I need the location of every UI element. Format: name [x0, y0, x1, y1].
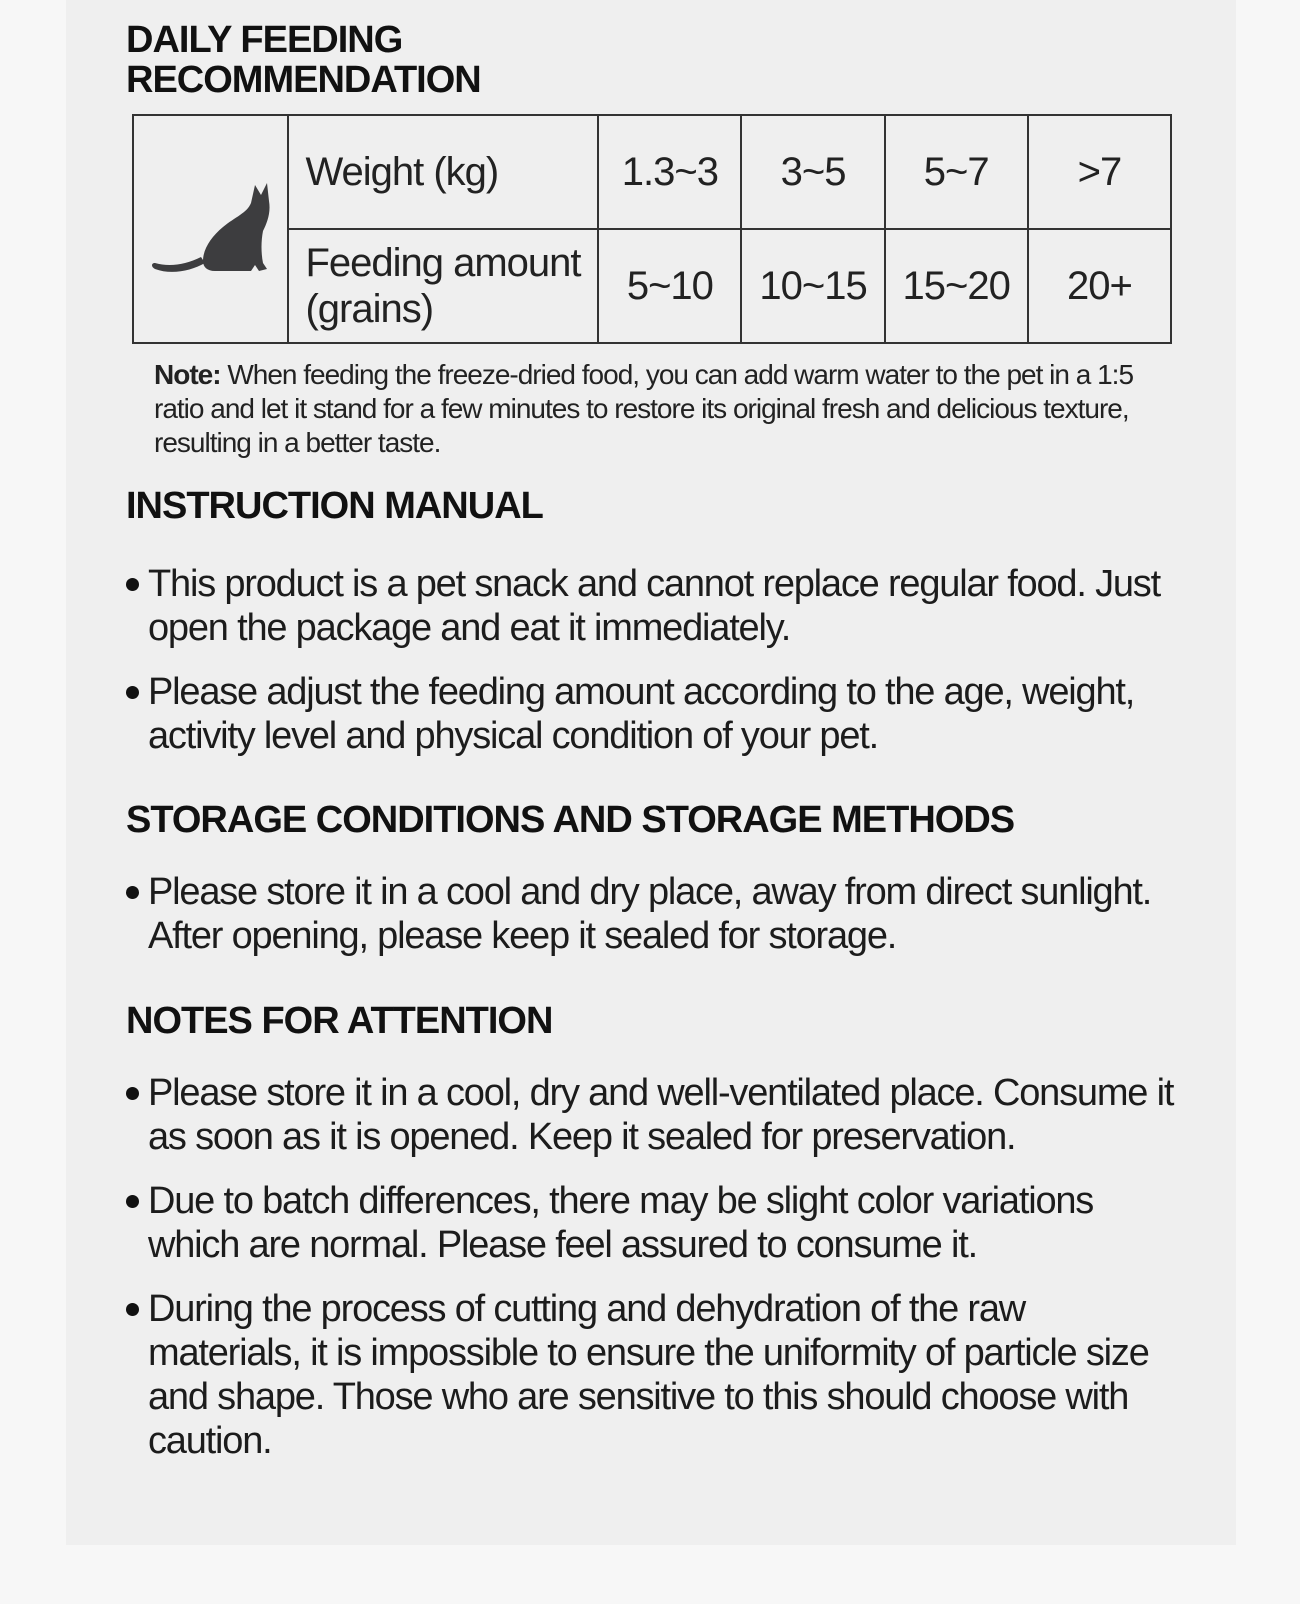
feeding-title-line2: RECOMMENDATION [126, 59, 481, 101]
storage-title: STORAGE CONDITIONS AND STORAGE METHODS [126, 799, 1015, 841]
amount-value: 10~15 [741, 229, 884, 343]
storage-section [126, 800, 1186, 978]
note-prefix: Note: [154, 359, 221, 390]
list-item: This product is a pet snack and cannot replace regular food. Just open the package and eat it immediately. [126, 562, 1186, 650]
list-item: Please adjust the feeding amount according to the age, weight, activity level and physical condition of your pet. [126, 670, 1186, 758]
cat-cell [133, 115, 288, 343]
feeding-title-line1: DAILY FEEDING [126, 19, 403, 61]
list-item: Please store it in a cool and dry place, away from direct sunlight. After opening, please keep it sealed for storage. [126, 870, 1186, 958]
cat-silhouette-icon [151, 179, 271, 279]
note-text: When feeding the freeze-dried food, you can add warm water to the pet in a 1:5 ratio and let it stand for a few minutes to restore its original fresh and delicious texture, resulting in a better taste. [154, 359, 1134, 458]
instruction-list [126, 562, 1186, 758]
list-item: Due to batch differences, there may be slight color variations which are normal. Please feel assured to consume it. [126, 1179, 1186, 1267]
weight-value: 3~5 [741, 115, 884, 229]
attention-section [126, 1001, 1186, 1483]
weight-value: 1.3~3 [598, 115, 741, 229]
content-panel [66, 0, 1236, 1545]
amount-label [288, 229, 598, 343]
list-item: During the process of cutting and dehydration of the raw materials, it is impossible to ensure the uniformity of particle size and shape. Those who are sensitive to this should choose with caution. [126, 1287, 1186, 1463]
weight-value: >7 [1028, 115, 1171, 229]
weight-row [133, 115, 1171, 229]
storage-list [126, 870, 1186, 958]
amount-label-line2: (grains) [305, 287, 434, 331]
amount-row [133, 229, 1171, 343]
feeding-title [126, 20, 726, 100]
instruction-title: INSTRUCTION MANUAL [126, 485, 543, 527]
weight-label: Weight (kg) [288, 115, 598, 229]
amount-value: 15~20 [885, 229, 1028, 343]
weight-value: 5~7 [885, 115, 1028, 229]
attention-title: NOTES FOR ATTENTION [126, 1000, 553, 1042]
feeding-table [132, 114, 1172, 344]
feeding-note [154, 358, 1154, 460]
amount-value: 5~10 [598, 229, 741, 343]
list-item: Please store it in a cool, dry and well-ventilated place. Consume it as soon as it is opened. Keep it sealed for preservation. [126, 1071, 1186, 1159]
amount-value: 20+ [1028, 229, 1171, 343]
amount-label-line1: Feeding amount [305, 241, 581, 285]
attention-list [126, 1071, 1186, 1463]
instruction-section [126, 486, 1186, 778]
